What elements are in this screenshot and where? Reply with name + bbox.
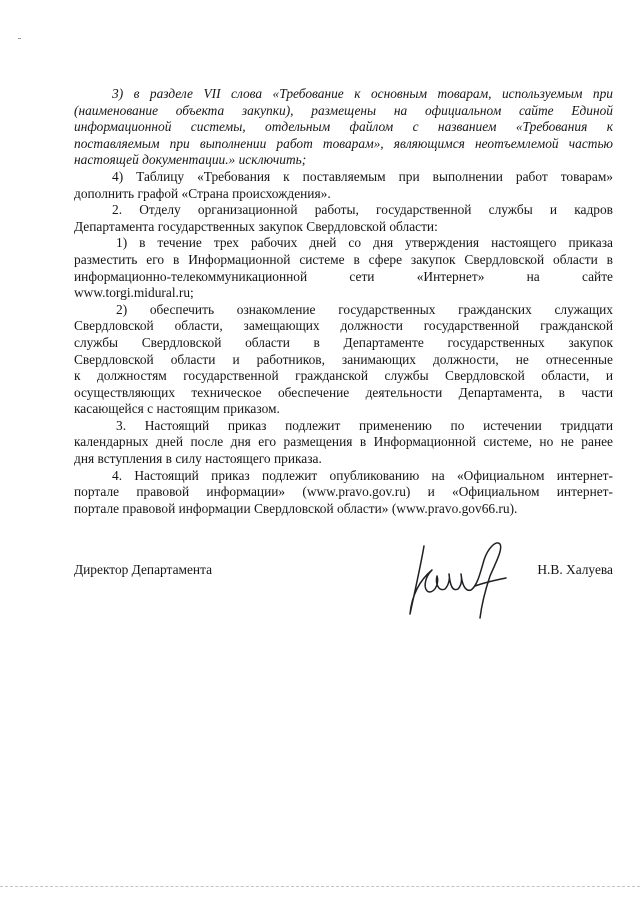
text-line: информационной системы, отдельным файлом с названием «Требования к — [74, 119, 613, 135]
handwritten-signature — [402, 534, 522, 626]
text-line: 3) в разделе VII слова «Требование к основным товарам, используемым при — [112, 86, 613, 101]
text-line: календарных дней после дня его размещения в Информационной системе, но не ранее — [74, 434, 613, 450]
text-line: 1) в течение трех рабочих дней со дня утверждения настоящего приказа — [116, 235, 613, 251]
text-line: осуществляющих техническое обеспечение деятельности Департамента, в части — [74, 384, 613, 400]
text-line: касающейся с настоящим приказом. — [74, 401, 280, 417]
text-line: 2. Отделу организационной работы, государственной службы и кадров — [112, 202, 613, 218]
document-body — [74, 86, 613, 517]
text-line: (наименование объекта закупки), размещены на официальном сайте Единой — [74, 102, 613, 118]
text-line: службы Свердловской области в Департаменте государственных закупок — [74, 334, 613, 350]
text-line: www.torgi.midural.ru; — [74, 285, 194, 301]
text-line: поставляемым при выполнении работ товарам», являющимся неотъемлемой частью — [74, 135, 613, 151]
text-line: 4. Настоящий приказ подлежит опубликованию на «Официальном интернет- — [112, 467, 613, 483]
text-line: дня вступления в силу настоящего приказа. — [74, 451, 322, 467]
text-line: 2) обеспечить ознакомление государственных гражданских служащих — [116, 301, 613, 317]
text-line: Свердловской области, замещающих должности государственной гражданской — [74, 318, 613, 334]
text-line: к должностям государственной гражданской службы Свердловской области, и — [74, 368, 613, 384]
text-line: портале правовой информации» (www.pravo.gov.ru) и «Официальном интернет- — [74, 484, 613, 500]
text-line: 3. Настоящий приказ подлежит применению по истечении тридцати — [116, 417, 613, 433]
text-line: Свердловской области и работников, занимающих должности, не отнесенные — [74, 351, 613, 367]
text-line: портале правовой информации Свердловской области» (www.pravo.gov66.ru). — [74, 500, 518, 516]
text-line: разместить его в Информационной системе в сфере закупок Свердловской области в — [74, 251, 613, 267]
text-line: настоящей документации.» исключить; — [74, 152, 307, 168]
text-line: Департамента государственных закупок Свердловской области: — [74, 218, 438, 234]
text-line: 4) Таблицу «Требования к поставляемым при выполнении работ товарам» — [112, 168, 613, 184]
text-line: дополнить графой «Страна происхождения». — [74, 185, 331, 201]
signature-block — [74, 562, 613, 632]
text-line: информационно-телекоммуникационной сети «Интернет» на сайте — [74, 268, 613, 284]
scan-mark — [18, 38, 21, 39]
page-bottom-rule — [0, 886, 640, 887]
signatory-name: Н.В. Халуева — [537, 562, 613, 577]
signatory-role: Директор Департамента — [74, 562, 213, 577]
